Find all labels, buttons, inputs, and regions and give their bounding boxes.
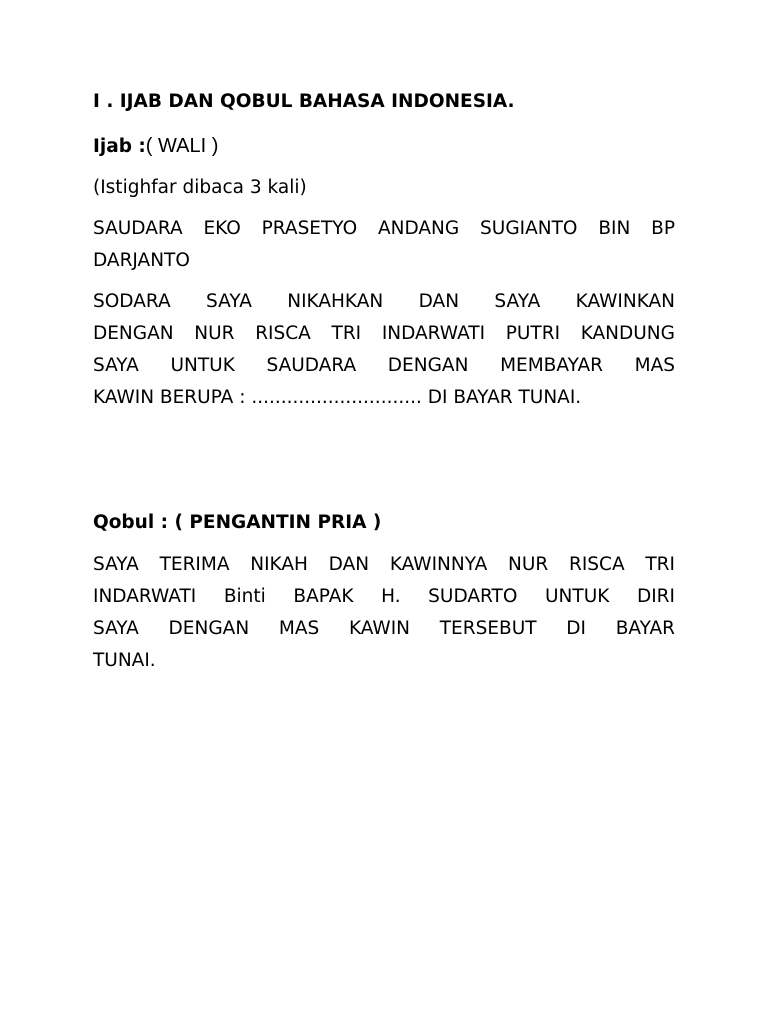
qobul-line: INDARWATI Binti BAPAK H. SUDARTO UNTUK DIRI [93,586,675,607]
document-title: I . IJAB DAN QOBUL BAHASA INDONESIA. [93,91,515,112]
statement-line: KAWIN BERUPA : ............................. DI BAYAR TUNAI. [93,387,582,408]
ijab-statement [93,286,675,414]
ijab-label: Ijab : [93,136,146,157]
ijab-role: ( WALI ) [145,135,219,157]
istighfar-note: (Istighfar dibaca 3 kali) [93,177,307,198]
ijab-heading [93,130,675,163]
ijab-greeting [93,213,675,277]
qobul-line: TUNAI. [93,650,156,671]
qobul-line: SAYA TERIMA NIKAH DAN KAWINNYA NUR RISCA TRI [93,554,675,575]
qobul-heading: Qobul : ( PENGANTIN PRIA ) [93,512,382,533]
greeting-line: DARJANTO [93,250,190,271]
greeting-line: SAUDARA EKO PRASETYO ANDANG SUGIANTO BIN BP [93,218,675,239]
qobul-statement [93,549,675,677]
statement-line: DENGAN NUR RISCA TRI INDARWATI PUTRI KANDUNG [93,323,675,344]
statement-line: SODARA SAYA NIKAHKAN DAN SAYA KAWINKAN [93,291,675,312]
qobul-line: SAYA DENGAN MAS KAWIN TERSEBUT DI BAYAR [93,618,675,639]
statement-line: SAYA UNTUK SAUDARA DENGAN MEMBAYAR MAS [93,355,675,376]
